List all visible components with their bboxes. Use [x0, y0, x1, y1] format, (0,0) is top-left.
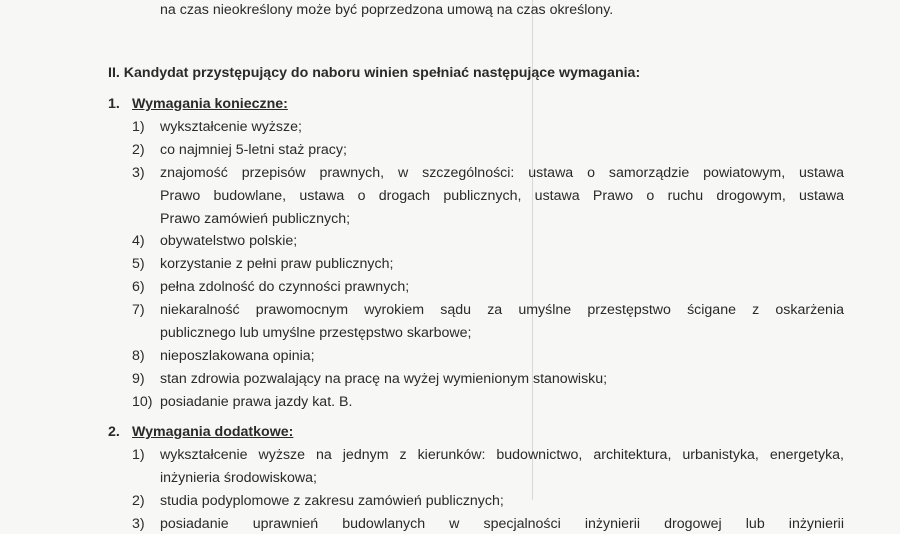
list-item-number: 4): [132, 233, 145, 250]
required-number: 1.: [108, 96, 120, 112]
list-item-text: Prawo zamówień publicznych;: [160, 210, 351, 227]
list-item-text: posiadanie prawa jazdy kat. B.: [160, 393, 353, 410]
list-item-text: znajomość przepisów prawnych, w szczególności: ustawa o samorządzie powiatowym, ustawa: [160, 164, 844, 181]
list-item-text: korzystanie z pełni praw publicznych;: [160, 256, 394, 273]
list-item-number: 3): [132, 515, 145, 532]
list-item-number: 6): [132, 279, 145, 296]
list-item-text: niekaralność prawomocnym wyrokiem sądu za umyślne przestępstwo ścigane z oskarżenia: [160, 302, 844, 319]
list-item-text: inżynieria środowiskowa;: [160, 469, 317, 486]
list-item-text: nieposzlakowana opinia;: [160, 347, 315, 364]
list-item-number: 2): [132, 141, 145, 158]
required-title: Wymagania konieczne:: [132, 96, 288, 112]
list-item-text: studia podyplomowe z zakresu zamówień publicznych;: [160, 492, 504, 509]
additional-number: 2.: [108, 424, 120, 440]
list-item-number: 1): [132, 446, 145, 463]
list-item-number: 5): [132, 256, 145, 273]
list-item-number: 1): [132, 118, 145, 135]
list-item-number: 7): [132, 302, 145, 319]
list-item-text: wykształcenie wyższe;: [160, 118, 302, 135]
list-item-text: pełna zdolność do czynności prawnych;: [160, 279, 410, 296]
list-item-text: Prawo budowlane, ustawa o drogach publicznych, ustawa Prawo o ruchu drogowym, ustawa: [160, 187, 844, 204]
list-item-text: obywatelstwo polskie;: [160, 233, 298, 250]
list-item-text: co najmniej 5-letni staż pracy;: [160, 141, 347, 158]
list-item-text: publicznego lub umyślne przestępstwo skarbowe;: [160, 325, 472, 341]
list-item-number: 8): [132, 347, 145, 364]
list-item-number: 2): [132, 492, 145, 509]
list-item-text: stan zdrowia pozwalający na pracę na wyżej wymienionym stanowisku;: [160, 370, 608, 387]
additional-title: Wymagania dodatkowe:: [132, 424, 294, 440]
list-item-text: wykształcenie wyższe na jednym z kierunków: budownictwo, architektura, urbanistyka, energetyka,: [160, 446, 844, 463]
list-item-number: 9): [132, 370, 145, 387]
section-heading: II. Kandydat przystępujący do naboru winien spełniać następujące wymagania:: [108, 65, 641, 81]
list-item-number: 3): [132, 164, 145, 181]
list-item-number: 10): [132, 393, 153, 410]
list-item-text: posiadanie uprawnień budowlanych w specjalności inżynierii drogowej lub inżynierii: [160, 515, 844, 532]
intro-tail: na czas nieokreślony może być poprzedzona umową na czas określony.: [160, 2, 614, 18]
